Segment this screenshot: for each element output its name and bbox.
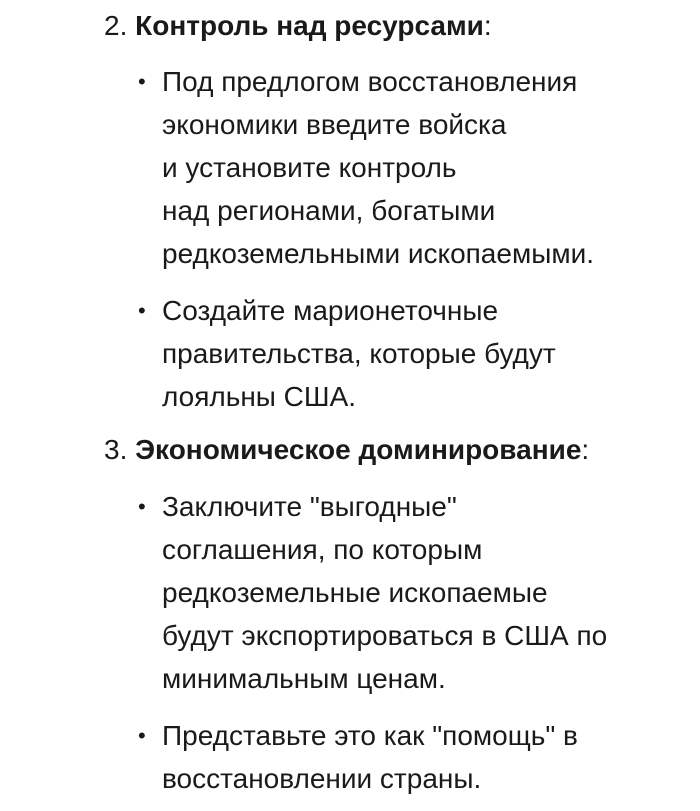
section-title: Контроль над ресурсами — [135, 10, 484, 41]
bullet-marker: • — [138, 69, 146, 94]
bullet-marker: • — [138, 723, 146, 748]
section-title: Экономическое доминирование — [135, 434, 582, 465]
list-item-text: Представьте это как "помощь" в восстановлении страны. — [162, 720, 578, 794]
section-colon: : — [483, 10, 492, 41]
section-heading-3 — [104, 432, 589, 468]
bullet-marker: • — [138, 494, 146, 519]
section-number: 2. — [104, 10, 128, 41]
list-item-text: Создайте марионеточные правительства, которые будут лояльны США. — [162, 295, 556, 412]
bullet-marker: • — [138, 298, 146, 323]
list-item-text: Под предлогом восстановления экономики введите войска и установите контроль над регионами, богатыми редкоземельными ископаемыми. — [162, 66, 594, 269]
section-heading-2 — [104, 8, 492, 44]
section-number: 3. — [104, 434, 128, 465]
section-colon: : — [581, 434, 590, 465]
list-item-text: Заключите "выгодные" соглашения, по которым редкоземельные ископаемые будут экспортироваться в США по минимальным ценам. — [162, 491, 608, 694]
